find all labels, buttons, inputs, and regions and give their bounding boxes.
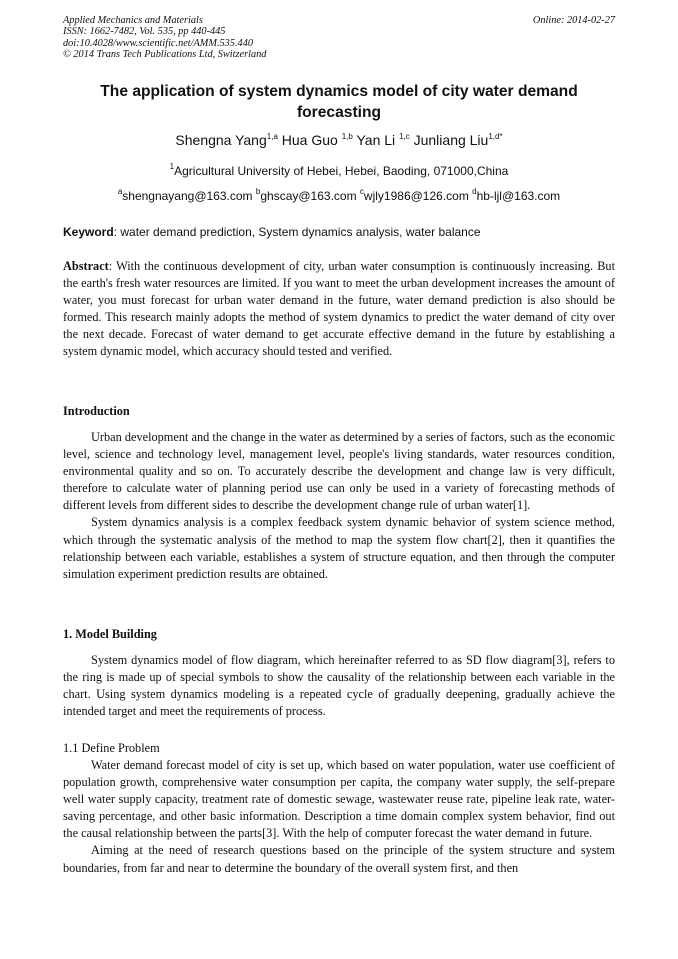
keyword-line [63, 224, 615, 240]
paragraph: Aiming at the need of research questions based on the principle of the system structure and system boundaries, from far and near to determine the boundary of the overall system first, and then [63, 843, 615, 875]
journal-header [63, 15, 266, 61]
author-list [63, 130, 615, 150]
paragraph: System dynamics model of flow diagram, which hereinafter referred to as SD flow diagram[3], refers to the ring is made up of special symbols to show the causality of the relationship between each variable in the chart. Using system dynamics modeling is a repeated cycle of gradually deepening, gradually achieve the intended target and meet the requirements of process. [63, 653, 615, 719]
author-affiliation-mark: 1,a [266, 132, 278, 141]
author-affiliation-mark: 1,c [399, 132, 410, 141]
paper-title: The application of system dynamics model of city water demand forecasting [100, 83, 578, 121]
author-name: Hua Guo [281, 132, 338, 148]
keyword-text: : water demand prediction, System dynamics analysis, water balance [113, 225, 481, 239]
affiliation-text: Agricultural University of Hebei, Hebei, Baoding, 071000,China [174, 164, 509, 178]
email-address: hb-ljl@163.com [476, 189, 561, 203]
author-name: Yan Li [356, 132, 396, 148]
affiliation [63, 163, 615, 179]
email-mark: a [117, 187, 123, 196]
author-name: Junliang Liu [413, 132, 489, 148]
copyright-line: © 2014 Trans Tech Publications Ltd, Switzerland [63, 49, 267, 61]
define-problem-body [63, 757, 615, 877]
keyword-label: Keyword [63, 225, 114, 239]
abstract [63, 258, 615, 361]
issn-line: ISSN: 1662-7482, Vol. 535, pp 440-445 [63, 26, 226, 38]
author-affiliation-mark: 1,d* [488, 132, 503, 141]
doi-line: doi:10.4028/www.scientific.net/AMM.535.440 [63, 37, 253, 49]
email-mark: c [359, 187, 364, 196]
subsection-heading-define-problem: 1.1 Define Problem [63, 741, 160, 755]
email-mark: b [255, 187, 261, 196]
email-list [63, 188, 615, 204]
paragraph: Water demand forecast model of city is set up, which based on water population, water use coefficient of population growth, comprehensive water consumption per capita, the company water supply, the self-prepare well water supply capacity, treatment rate of domestic sewage, wastewater reuse rate, pipeline leak rate, water-saving percentage, and other basic information. Description a time domain complex system behavior, find out the causal relationship between the parts[3]. With the help of computer forecast the water demand in future. [63, 758, 615, 841]
introduction-body [63, 429, 615, 583]
abstract-label: Abstract [63, 259, 109, 273]
author-affiliation-mark: 1,b [341, 132, 353, 141]
email-address: wjly1986@126.com [363, 189, 469, 203]
section-heading-model-building: 1. Model Building [63, 627, 157, 641]
author-name: Shengna Yang [175, 132, 267, 148]
email-address: shengnayang@163.com [122, 189, 253, 203]
email-address: ghscay@163.com [260, 189, 357, 203]
paragraph: System dynamics analysis is a complex feedback system dynamic behavior of system science method, which through the systematic analysis of the method to map the system flow chart[2], then it quantifies the relationship between each variable, establishes a system of structure equation, and then through the computer simulation experiment prediction results are obtained. [63, 515, 615, 581]
email-mark: d [472, 187, 477, 196]
affiliation-mark: 1 [169, 162, 175, 171]
section-heading-introduction: Introduction [63, 404, 130, 418]
abstract-text: : With the continuous development of city, urban water consumption is continuously increasing. But the earth's fresh water resources are limited. If you want to meet the urban development increases the amount of water, you must forecast for urban water demand in the future, water demand prediction is also should be formed. This research mainly adopts the method of system dynamics to predict the water demand of city over the next decade. Forecast of water demand to get accurate effective demand in the future by establishing a system dynamic model, which accuracy should tested and verified. [63, 259, 615, 359]
journal-name: Applied Mechanics and Materials [63, 15, 203, 26]
paragraph: Urban development and the change in the water as determined by a series of factors, such as the economic level, science and technology level, management level, people's living standards, water resources condition, environmental quality and so on. To accurately describe the development and change law is very difficult, therefore to calculate water of planning period use can only be used in a variety of forecasting methods of different levels from different sides to describe the development change rule of urban water[1]. [63, 430, 615, 513]
online-date: Online: 2014-02-27 [532, 15, 615, 26]
model-building-body [63, 652, 615, 720]
